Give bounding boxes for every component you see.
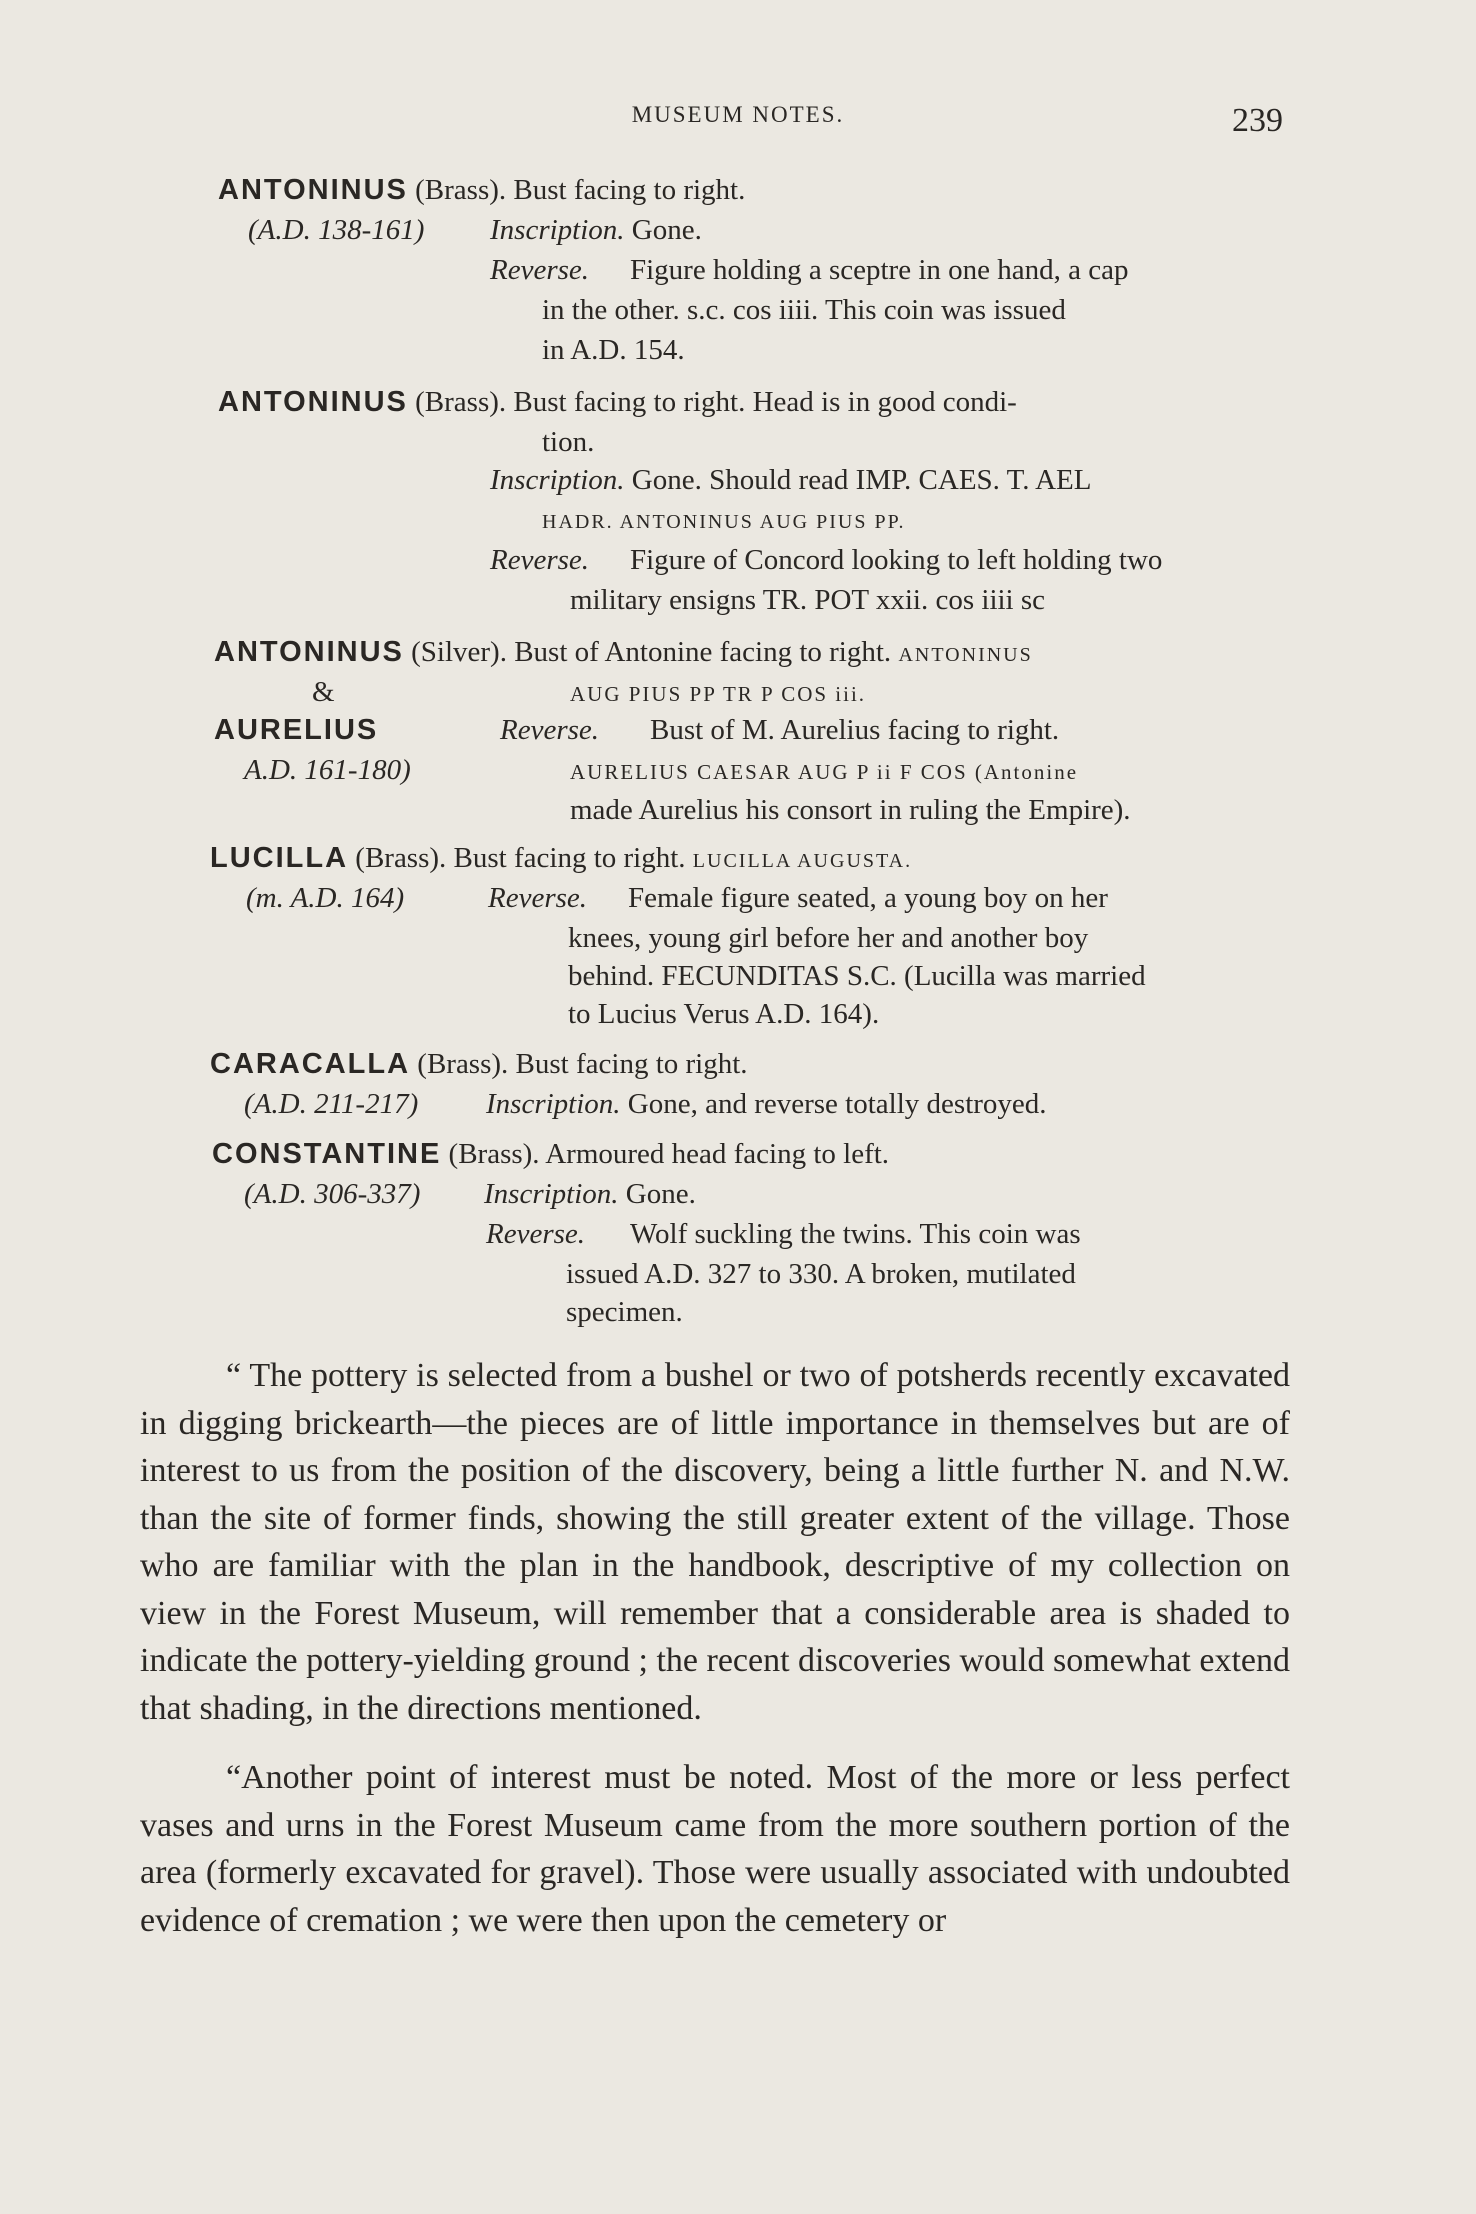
inscription-legend: HADR. ANTONINUS AUG PIUS PP.: [542, 511, 906, 533]
reverse-line: in A.D. 154.: [542, 334, 685, 366]
reverse-label: Reverse.: [490, 254, 590, 286]
coin-entry-heading: [212, 1134, 889, 1174]
reverse-label: Reverse.: [486, 1218, 586, 1250]
inscription-label: Inscription.: [484, 1178, 619, 1210]
coin-date: (A.D. 138-161): [248, 214, 425, 246]
coin-name: CONSTANTINE: [212, 1138, 442, 1170]
coin-name: ANTONINUS: [218, 386, 408, 418]
coin-inscription-line: [490, 210, 702, 250]
coin-metal: (Brass).: [415, 174, 507, 206]
coin-joiner: &: [312, 676, 335, 708]
coin-obverse: Bust facing to right.: [453, 842, 686, 874]
inscription-text: Gone.: [631, 214, 702, 246]
coin-inscription-line: [484, 1174, 696, 1214]
inscription-text: Gone, and reverse totally destroyed.: [627, 1088, 1047, 1120]
inscription-label: Inscription.: [490, 464, 625, 496]
reverse-line: Female figure seated, a young boy on her: [628, 882, 1108, 914]
reverse-label: Reverse.: [500, 714, 600, 746]
coin-entry-heading: [210, 838, 912, 881]
coin-metal: (Brass).: [417, 1048, 509, 1080]
coin-obverse: Bust facing to right.: [513, 174, 746, 206]
inscription-text: Gone.: [625, 1178, 696, 1210]
reverse-line: in the other. s.c. cos iiii. This coin was issued: [542, 294, 1066, 326]
coin-name: LUCILLA: [210, 842, 349, 874]
reverse-line: Figure of Concord looking to left holding two: [630, 544, 1163, 576]
coin-obverse: Bust facing to right.: [515, 1048, 748, 1080]
reverse-line: to Lucius Verus A.D. 164).: [568, 998, 880, 1030]
coin-obverse: Bust of Antonine facing to right.: [514, 636, 892, 668]
coin-date: (m. A.D. 164): [246, 882, 405, 914]
coin-legend: LUCILLA AUGUSTA.: [692, 850, 913, 872]
prose-block: [140, 1352, 1290, 1944]
page-number: 239: [1232, 102, 1283, 139]
coin-legend: AUG PIUS PP TR P COS iii.: [570, 682, 867, 706]
coin-obverse: Bust facing to right. Head is in good condi-: [513, 386, 1017, 418]
reverse-line: AURELIUS CAESAR AUG P ii F COS (Antonine: [570, 760, 1079, 784]
coin-name: ANTONINUS: [218, 174, 408, 206]
inscription-text: Gone. Should read IMP. CAES. T. AEL: [631, 464, 1092, 496]
inscription-label: Inscription.: [486, 1088, 621, 1120]
reverse-line: behind. FECUNDITAS S.C. (Lucilla was married: [568, 960, 1146, 992]
paragraph: “ The pottery is selected from a bushel or two of potsherds recently excavated in digging brickearth—the pieces are of little importance in themselves but are of interest to us from the position of the discovery, being a little further N. and N.W. than the site of former finds, showing the still greater extent of the village. Those who are familiar with the plan in the handbook, descriptive of my collection on view in the Forest Museum, will remember that a considerable area is shaded to indicate the pottery-yielding ground ; the recent discoveries would somewhat extend that shading, in the directions mentioned.: [140, 1357, 1290, 1727]
coin-entry-heading: [210, 1044, 748, 1084]
coin-entry-heading: [218, 382, 1017, 422]
inscription-label: Inscription.: [490, 214, 625, 246]
reverse-line: issued A.D. 327 to 330. A broken, mutilated: [566, 1258, 1076, 1290]
paragraph: “Another point of interest must be noted. Most of the more or less perfect vases and urns in the Forest Museum came from the more southern portion of the area (formerly excavated for gravel). Those were usually associated with undoubted evidence of cremation ; we were then upon the cemetery or: [140, 1759, 1290, 1939]
coin-name: CARACALLA: [210, 1048, 411, 1080]
reverse-line: specimen.: [566, 1296, 683, 1328]
coin-date: A.D. 161-180): [244, 754, 411, 786]
coin-name: AURELIUS: [214, 714, 379, 746]
coin-legend: ANTONINUS: [898, 644, 1033, 666]
coin-date: (A.D. 306-337): [244, 1178, 421, 1210]
coin-date: (A.D. 211-217): [244, 1088, 419, 1120]
coin-inscription-line: [490, 460, 1091, 500]
reverse-line: Wolf suckling the twins. This coin was: [630, 1218, 1081, 1250]
coin-metal: (Silver).: [411, 636, 507, 668]
coin-entry-heading: [218, 170, 745, 210]
reverse-line: Bust of M. Aurelius facing to right.: [650, 714, 1060, 746]
reverse-label: Reverse.: [490, 544, 590, 576]
coin-entry-heading: [214, 632, 1033, 675]
reverse-line: made Aurelius his consort in ruling the Empire).: [570, 794, 1131, 826]
reverse-line: Figure holding a sceptre in one hand, a cap: [630, 254, 1129, 286]
running-header: MUSEUM NOTES.: [631, 102, 845, 127]
coin-inscription-line: [486, 1084, 1047, 1124]
coin-metal: (Brass).: [448, 1138, 540, 1170]
coin-metal: (Brass).: [415, 386, 507, 418]
reverse-label: Reverse.: [488, 882, 588, 914]
coin-obverse: tion.: [542, 426, 595, 458]
reverse-line: knees, young girl before her and another boy: [568, 922, 1089, 954]
coin-name: ANTONINUS: [214, 636, 404, 668]
coin-obverse: Armoured head facing to left.: [545, 1138, 890, 1170]
coin-metal: (Brass).: [355, 842, 447, 874]
reverse-line: military ensigns TR. POT xxii. cos iiii sc: [570, 584, 1046, 616]
